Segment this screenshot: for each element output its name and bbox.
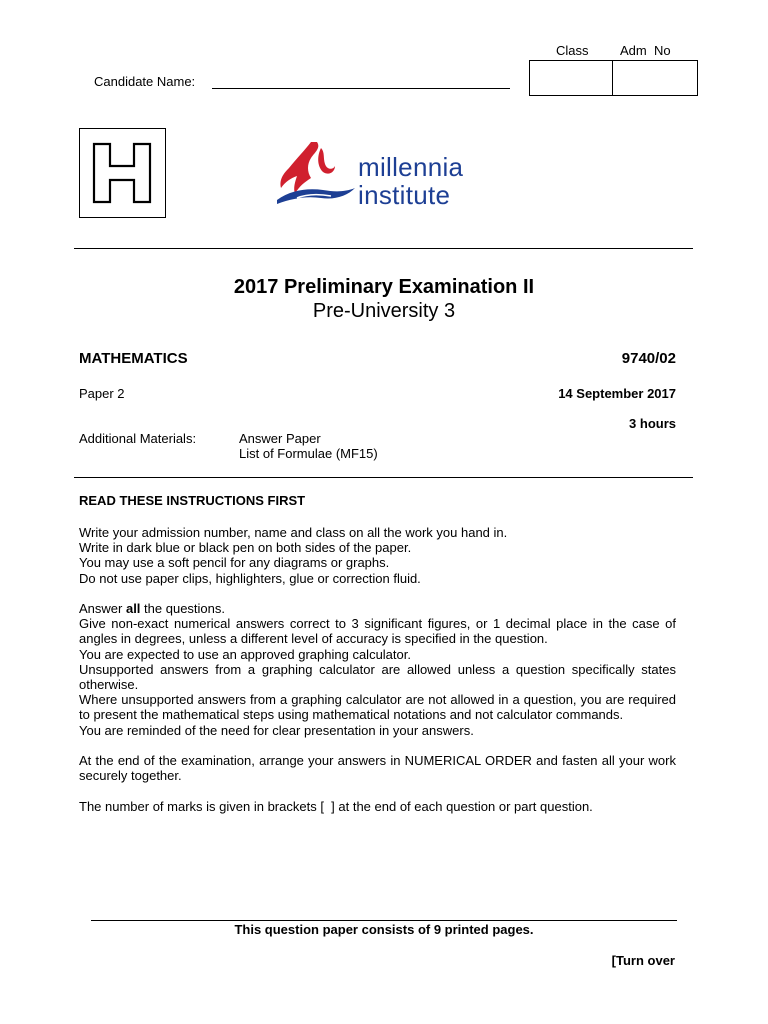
instructions-body: [79, 525, 676, 829]
divider-middle: [74, 477, 693, 478]
logo-text-millennia: millennia: [358, 152, 464, 182]
exam-subtitle: Pre-University 3: [312, 300, 456, 322]
instruction-line: Where unsupported answers from a graphing calculator are not allowed in a question, you are required to present the mathematical steps using mathematical notations and not calculator commands.: [79, 692, 676, 723]
page-count-note: This question paper consists of 9 printed pages.: [234, 922, 534, 937]
end-of-exam-instruction: At the end of the examination, arrange your answers in NUMERICAL ORDER and fasten all your work securely together.: [79, 753, 676, 784]
divider-bottom: [91, 920, 677, 921]
class-box[interactable]: [529, 60, 613, 96]
paper-number: Paper 2: [79, 386, 125, 401]
instruction-line: Write your admission number, name and class on all the work you hand in.: [79, 525, 508, 540]
divider-top: [74, 248, 693, 249]
instruction-line: Unsupported answers from a graphing calculator are allowed unless a question specifically states otherwise.: [79, 661, 676, 693]
material-item: Answer Paper: [239, 431, 321, 446]
logo-text-institute: institute: [358, 180, 451, 210]
candidate-name-field[interactable]: [212, 88, 510, 89]
paper-level-box: [79, 128, 166, 218]
instruction-line: Write in dark blue or black pen on both sides of the paper.: [79, 540, 412, 556]
adm-no-label: Adm No: [620, 43, 671, 58]
instruction-line: Do not use paper clips, highlighters, glue or correction fluid.: [79, 570, 421, 586]
h-letter-icon: [92, 142, 152, 204]
additional-materials-label: Additional Materials:: [79, 431, 197, 446]
material-item: List of Formulae (MF15): [239, 446, 378, 461]
exam-title: 2017 Preliminary Examination II: [233, 276, 535, 298]
candidate-name-label: Candidate Name:: [94, 74, 196, 89]
class-label: Class: [556, 43, 589, 58]
instruction-line: Give non-exact numerical answers correct to 3 significant figures, or 1 decimal place in the case of angles in degrees, unless a different level of accuracy is specified in the question.: [79, 616, 676, 647]
answer-all-line: Answer all the questions.: [79, 601, 225, 616]
instruction-line: You are reminded of the need for clear presentation in your answers.: [79, 722, 474, 738]
instructions-heading: READ THESE INSTRUCTIONS FIRST: [79, 493, 306, 508]
exam-duration: 3 hours: [629, 416, 676, 431]
millennia-logo-icon: [277, 138, 357, 213]
instruction-line: You may use a soft pencil for any diagrams or graphs.: [79, 555, 390, 571]
additional-materials-list: [239, 431, 378, 461]
turn-over-label: [Turn over: [611, 953, 675, 968]
subject-name: MATHEMATICS: [79, 350, 188, 367]
marks-instruction: The number of marks is given in brackets [ ] at the end of each question or part question.: [79, 798, 593, 814]
adm-no-box[interactable]: [612, 60, 698, 96]
instruction-line: You are expected to use an approved graphing calculator.: [79, 646, 411, 662]
exam-date: 14 September 2017: [558, 386, 676, 401]
subject-code: 9740/02: [621, 350, 676, 367]
